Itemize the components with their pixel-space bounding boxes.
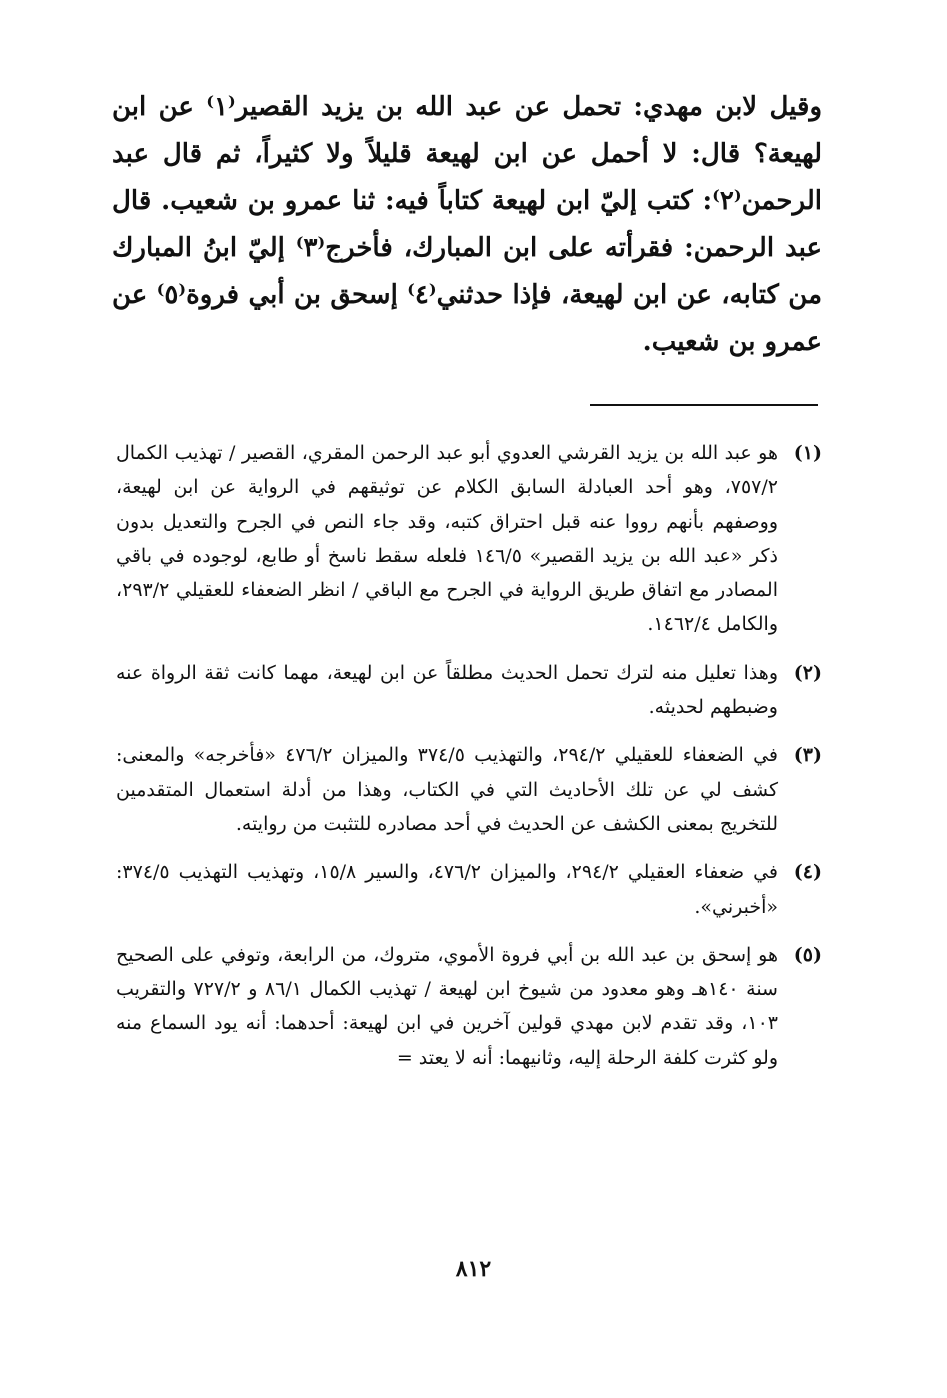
footnote-text: في الضعفاء للعقيلي ٢٩٤/٢، والتهذيب ٣٧٤/٥ والميزان ٤٧٦/٢ «فأخرجه» والمعنى: كشف لي عن تلك الأحاديث التي في الكتاب، وهذا من أدلة استعمال المتقدمين للتخريج بمعنى الكشف عن الحديث في أحد مصادره للتثبت من روايته. bbox=[116, 744, 778, 835]
footnote-5 bbox=[116, 938, 822, 1075]
footnote-number: (٣) bbox=[793, 744, 822, 767]
footnote-number: (٤) bbox=[793, 861, 822, 884]
footnotes-section bbox=[116, 436, 822, 1089]
page-number: ٨١٢ bbox=[455, 1256, 492, 1282]
footnote-text: في ضعفاء العقيلي ٢٩٤/٢، والميزان ٤٧٦/٢، والسير ١٥/٨، وتهذيب التهذيب ٣٧٤/٥: «أخبرني». bbox=[116, 861, 778, 918]
footnote-1 bbox=[116, 436, 822, 642]
footnote-number: (١) bbox=[793, 442, 822, 464]
footnote-2 bbox=[116, 656, 822, 725]
footnote-text: هو إسحق بن عبد الله بن أبي فروة الأموي، متروك، من الرابعة، وتوفي على الصحيح سنة ١٤٠هـ وهو معدود من شيوخ ابن لهيعة / تهذيب الكمال ٨٦/١ و ٧٢٧/٢ والتقريب ١٠٣، وقد تقدم لابن مهدي قولين آخرين في ابن لهيعة: أحدهما: أنه يود السماع منه ولو كثرت كلفة الرحلة إليه، وثانيهما: أنه لا يعتد = bbox=[116, 943, 778, 1069]
footnote-3 bbox=[116, 738, 822, 841]
footnote-text: هو عبد الله بن يزيد القرشي العدوي أبو عبد الرحمن المقري، القصير / تهذيب الكمال ٧٥٧/٢، وهو أحد العبادلة السابق الكلام عن توثيقهم في الرواية عن ابن لهيعة، ووصفهم بأنهم رووا عنه قبل احتراق كتبه، وقد جاء النص في الجرح والتعديل بدون ذكر «عبد الله بن يزيد القصير» ١٤٦/٥ فلعله سقط ناسخ أو طابع، لوجوده في باقي المصادر مع اتفاق طريق الرواية في الجرح مع الباقي / انظر الضعفاء للعقيلي ٢٩٣/٢، والكامل ١٤٦٢/٤. bbox=[116, 442, 778, 636]
footnote-number: (٥) bbox=[793, 943, 822, 966]
footnote-4 bbox=[116, 855, 822, 924]
footnote-text: وهذا تعليل منه لترك تحمل الحديث مطلقاً عن ابن لهيعة، مهما كانت ثقة الرواة عنه وضبطهم لحديثه. bbox=[116, 661, 778, 719]
footnote-divider bbox=[590, 404, 818, 406]
main-text-block bbox=[112, 84, 822, 366]
footnote-number: (٢) bbox=[793, 661, 822, 684]
main-paragraph: وقيل لابن مهدي: تحمل عن عبد الله بن يزيد القصير⁽١⁾ عن ابن لهيعة؟ قال: لا أحمل عن ابن لهيعة قليلاً ولا كثيراً، ثم قال عبد الرحمن⁽٢⁾: كتب إليّ ابن لهيعة كتاباً فيه: ثنا عمرو بن شعيب. قال عبد الرحمن: فقرأته على ابن المبارك، فأخرج⁽٣⁾ إليّ ابنُ المبارك من كتابه، عن ابن لهيعة، فإذا حدثني⁽٤⁾ إسحق بن أبي فروة⁽٥⁾ عن عمرو بن شعيب. bbox=[112, 92, 823, 357]
